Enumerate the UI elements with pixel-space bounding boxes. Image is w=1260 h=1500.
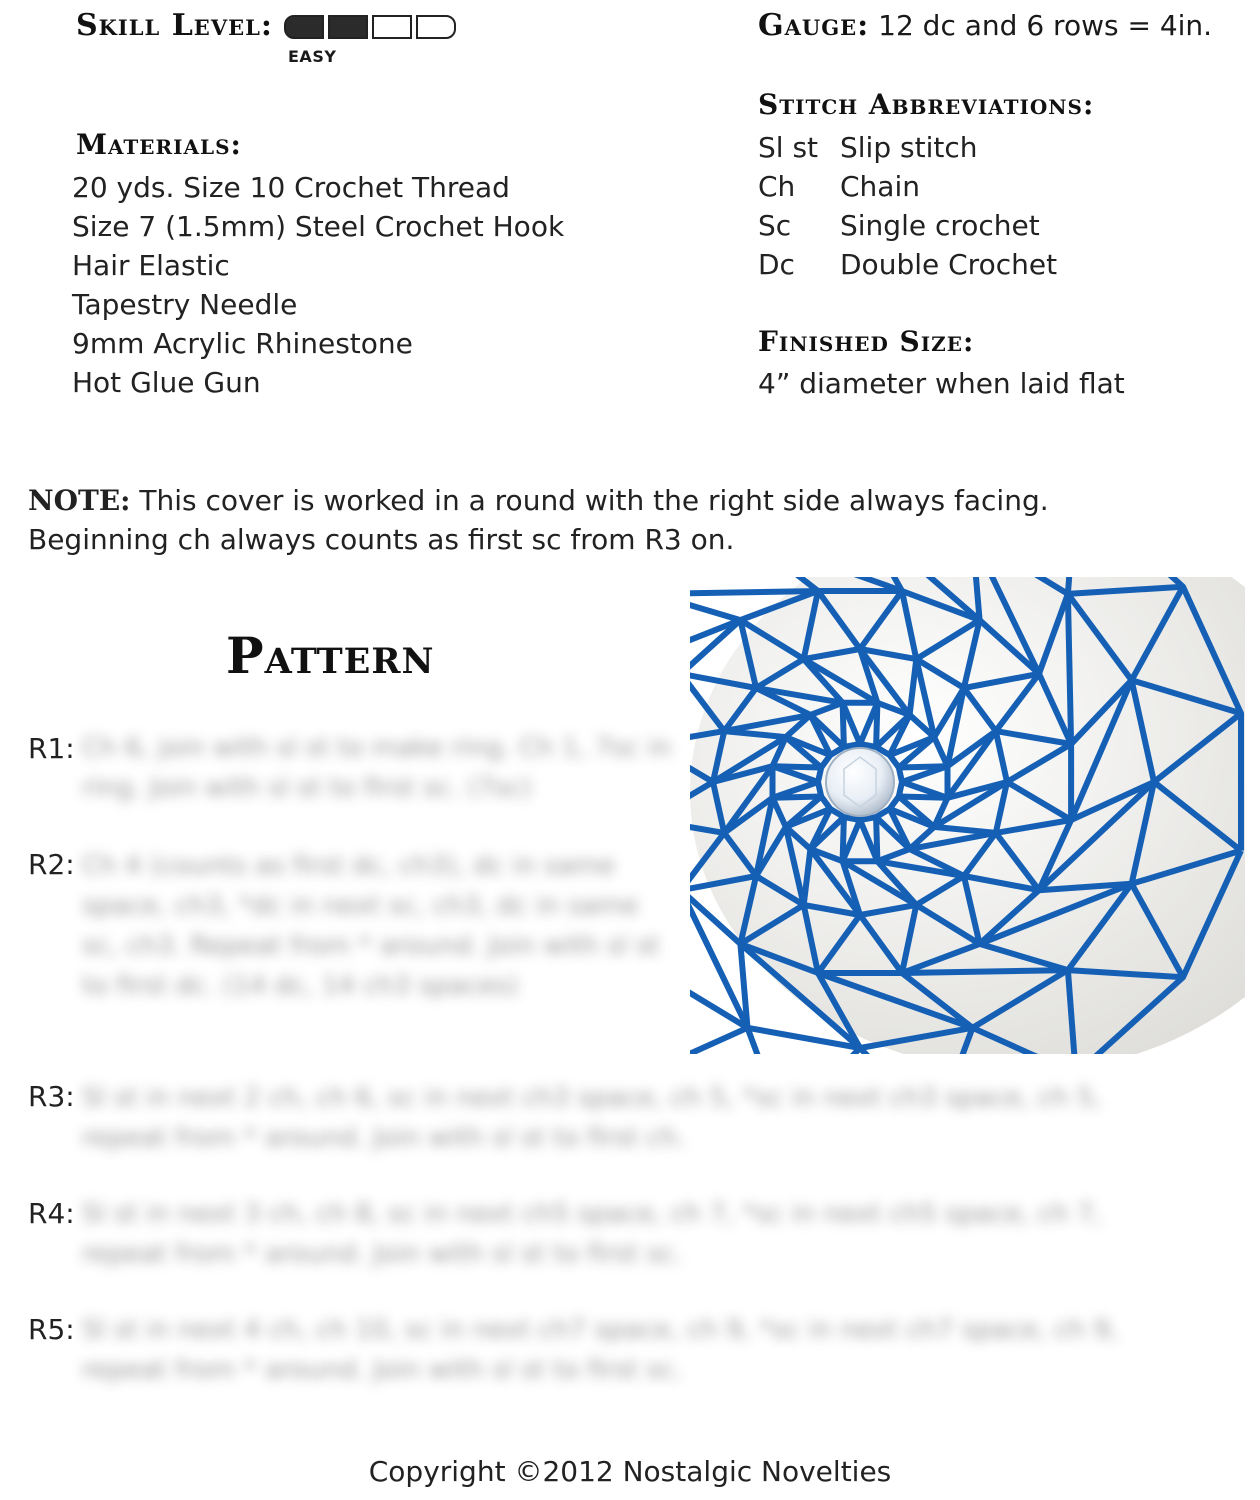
gauge-heading: Gauge: (758, 8, 870, 43)
abbreviation-row (758, 206, 1057, 245)
note-text: This cover is worked in a round with the right side always facing. (130, 484, 1049, 517)
skill-level-label: EASY (288, 47, 337, 66)
skill-level-heading: Skill Level: (76, 8, 273, 43)
abbreviations-list (758, 128, 1057, 284)
abbreviation-meaning: Slip stitch (840, 131, 978, 164)
abbreviation-code: Dc (758, 248, 795, 281)
abbreviation-row (758, 245, 1057, 284)
note-line-2: Beginning ch always counts as first sc from R3 on. (28, 523, 735, 556)
abbreviation-meaning: Double Crochet (840, 248, 1058, 281)
skill-level-segment (372, 15, 412, 39)
skill-level-segment (416, 15, 456, 39)
row-instructions: Ch 4 (counts as first dc, ch3), dc in same space, ch3, *dc in next sc, ch3, dc in same sc, ch3. Repeat from * around. Join with sl st to first dc. (14 dc, 14 ch3 spaces) (82, 851, 660, 1001)
row-instructions: Sl st in next 3 ch, ch 8, sc in next ch5 space, ch 7, *sc in next ch5 space, ch 7, repeat from * around. Join with sl st to first sc. (82, 1199, 1102, 1269)
row-label: R2: (28, 848, 75, 881)
skill-level-segment (284, 15, 324, 39)
abbreviation-row (758, 128, 1057, 167)
gauge-line (758, 8, 1212, 43)
crochet-cover-image (690, 577, 1245, 1054)
note-block (28, 481, 1049, 559)
material-item: Size 7 (1.5mm) Steel Crochet Hook (72, 210, 565, 243)
abbreviation-code: Sc (758, 209, 792, 242)
abbreviations-heading: Stitch Abbreviations: (758, 88, 1095, 121)
finished-size-heading: Finished Size: (758, 325, 975, 358)
note-label: NOTE: (28, 484, 131, 517)
material-item: 9mm Acrylic Rhinestone (72, 327, 413, 360)
row-instructions: Ch 6, join with sl st to make ring. Ch 1, 7sc in ring. Join with sl st to first sc. (7sc) (82, 733, 672, 803)
finished-size-value: 4” diameter when laid flat (758, 367, 1125, 400)
abbreviation-code: Ch (758, 170, 796, 203)
materials-list (72, 168, 564, 402)
abbreviation-row (758, 167, 1057, 206)
skill-level-segment (328, 15, 368, 39)
pattern-heading: Pattern (226, 626, 435, 685)
row-label: R4: (28, 1197, 75, 1230)
row-instructions: Sl st in next 4 ch, ch 10, sc in next ch7 space, ch 9, *sc in next ch7 space, ch 9, repeat from * around. Join with sl st to first sc. (82, 1315, 1119, 1385)
abbreviation-meaning: Chain (840, 170, 920, 203)
material-item: 20 yds. Size 10 Crochet Thread (72, 171, 510, 204)
copyright-notice: Copyright ©2012 Nostalgic Novelties (368, 1455, 892, 1488)
gauge-value: 12 dc and 6 rows = 4in. (878, 9, 1213, 42)
material-item: Tapestry Needle (72, 288, 298, 321)
abbreviation-meaning: Single crochet (840, 209, 1040, 242)
abbreviation-code: Sl st (758, 131, 819, 164)
material-item: Hot Glue Gun (72, 366, 261, 399)
row-label: R3: (28, 1080, 75, 1113)
row-label: R1: (28, 732, 75, 765)
crochet-cover-photo (690, 577, 1245, 1054)
material-item: Hair Elastic (72, 249, 230, 282)
row-label: R5: (28, 1313, 75, 1346)
materials-heading: Materials: (76, 128, 242, 161)
row-instructions: Sl st in next 2 ch, ch 6, sc in next ch3 space, ch 5, *sc in next ch3 space, ch 5, repeat from * around. Join with sl st to first ch. (82, 1083, 1102, 1153)
skill-level-meter (284, 15, 456, 39)
note-line-1 (28, 481, 1049, 520)
